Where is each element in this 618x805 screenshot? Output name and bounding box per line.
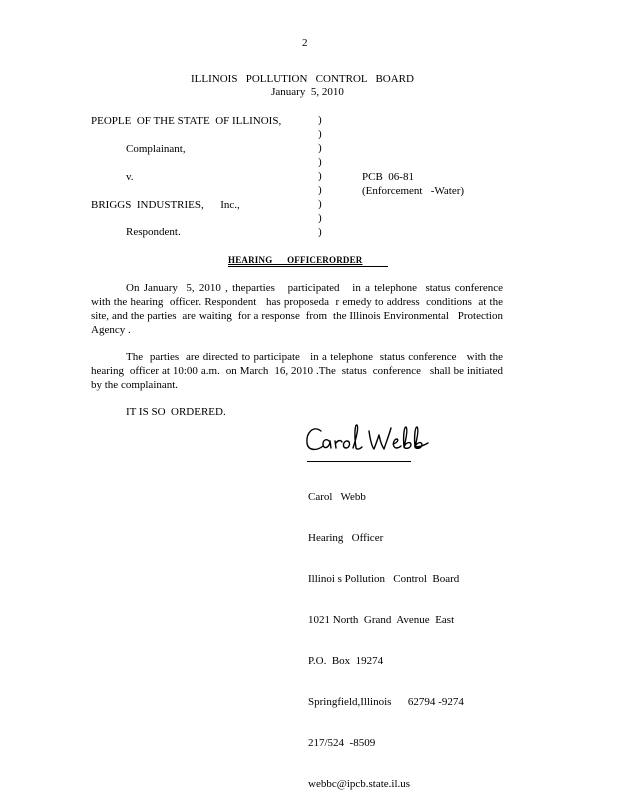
order-title: HEARING OFFICERORDER	[228, 255, 363, 265]
signature-line	[307, 461, 411, 462]
paren: )	[318, 156, 322, 168]
versus-label: v.	[126, 171, 134, 183]
case-type: (Enforcement -Water)	[362, 185, 465, 197]
paren: )	[318, 128, 322, 140]
address-city: Springfield,Illinois 62794 -9274	[308, 695, 464, 708]
paren: )	[318, 114, 322, 126]
email-address: webbc@ipcb.state.il.us	[308, 777, 411, 790]
plaintiff-name: PEOPLE OF THE STATE OF ILLINOIS,	[91, 115, 282, 127]
page-number: 2	[302, 37, 308, 49]
handwritten-signature	[303, 419, 438, 459]
complainant-label: Complainant,	[126, 143, 186, 155]
signer-name: Carol Webb	[308, 490, 366, 503]
closing-statement: IT IS SO ORDERED.	[126, 406, 226, 418]
respondent-label: Respondent.	[126, 226, 181, 238]
board-heading: ILLINOIS POLLUTION CONTROL BOARD	[191, 73, 414, 85]
paren: )	[318, 198, 322, 210]
paren: )	[318, 170, 322, 182]
paragraph-1-text: On January 5, 2010 , theparties participated in a telephone status conference with the hearing officer. Respondent has proposeda r emedy to address conditions at the site, and the parties are waiting for a response from the Illinois Environmental Protection Agency .	[91, 282, 512, 336]
address-line-1: 1021 North Grand Avenue East	[308, 613, 455, 626]
signer-title: Hearing Officer	[308, 531, 384, 544]
paragraph-1	[91, 281, 512, 337]
caption-divider	[318, 113, 328, 239]
signature-block	[308, 463, 464, 805]
order-title-underline	[228, 266, 388, 267]
paragraph-2-text: The parties are directed to participate in a telephone status conference with the hearing officer at 10:00 a.m. on March 16, 2010 .The status conference shall be initiated by the complainant.	[91, 351, 506, 391]
case-number: PCB 06-81	[362, 171, 414, 183]
order-date: January 5, 2010	[271, 86, 344, 98]
paren: )	[318, 212, 322, 224]
paragraph-2	[91, 350, 506, 392]
paren: )	[318, 184, 322, 196]
defendant-name: BRIGGS INDUSTRIES, Inc.,	[91, 199, 240, 211]
phone-number: 217/524 -8509	[308, 736, 376, 749]
address-line-2: P.O. Box 19274	[308, 654, 384, 667]
paren: )	[318, 142, 322, 154]
paren: )	[318, 226, 322, 238]
signer-organization: Illinoi s Pollution Control Board	[308, 572, 460, 585]
